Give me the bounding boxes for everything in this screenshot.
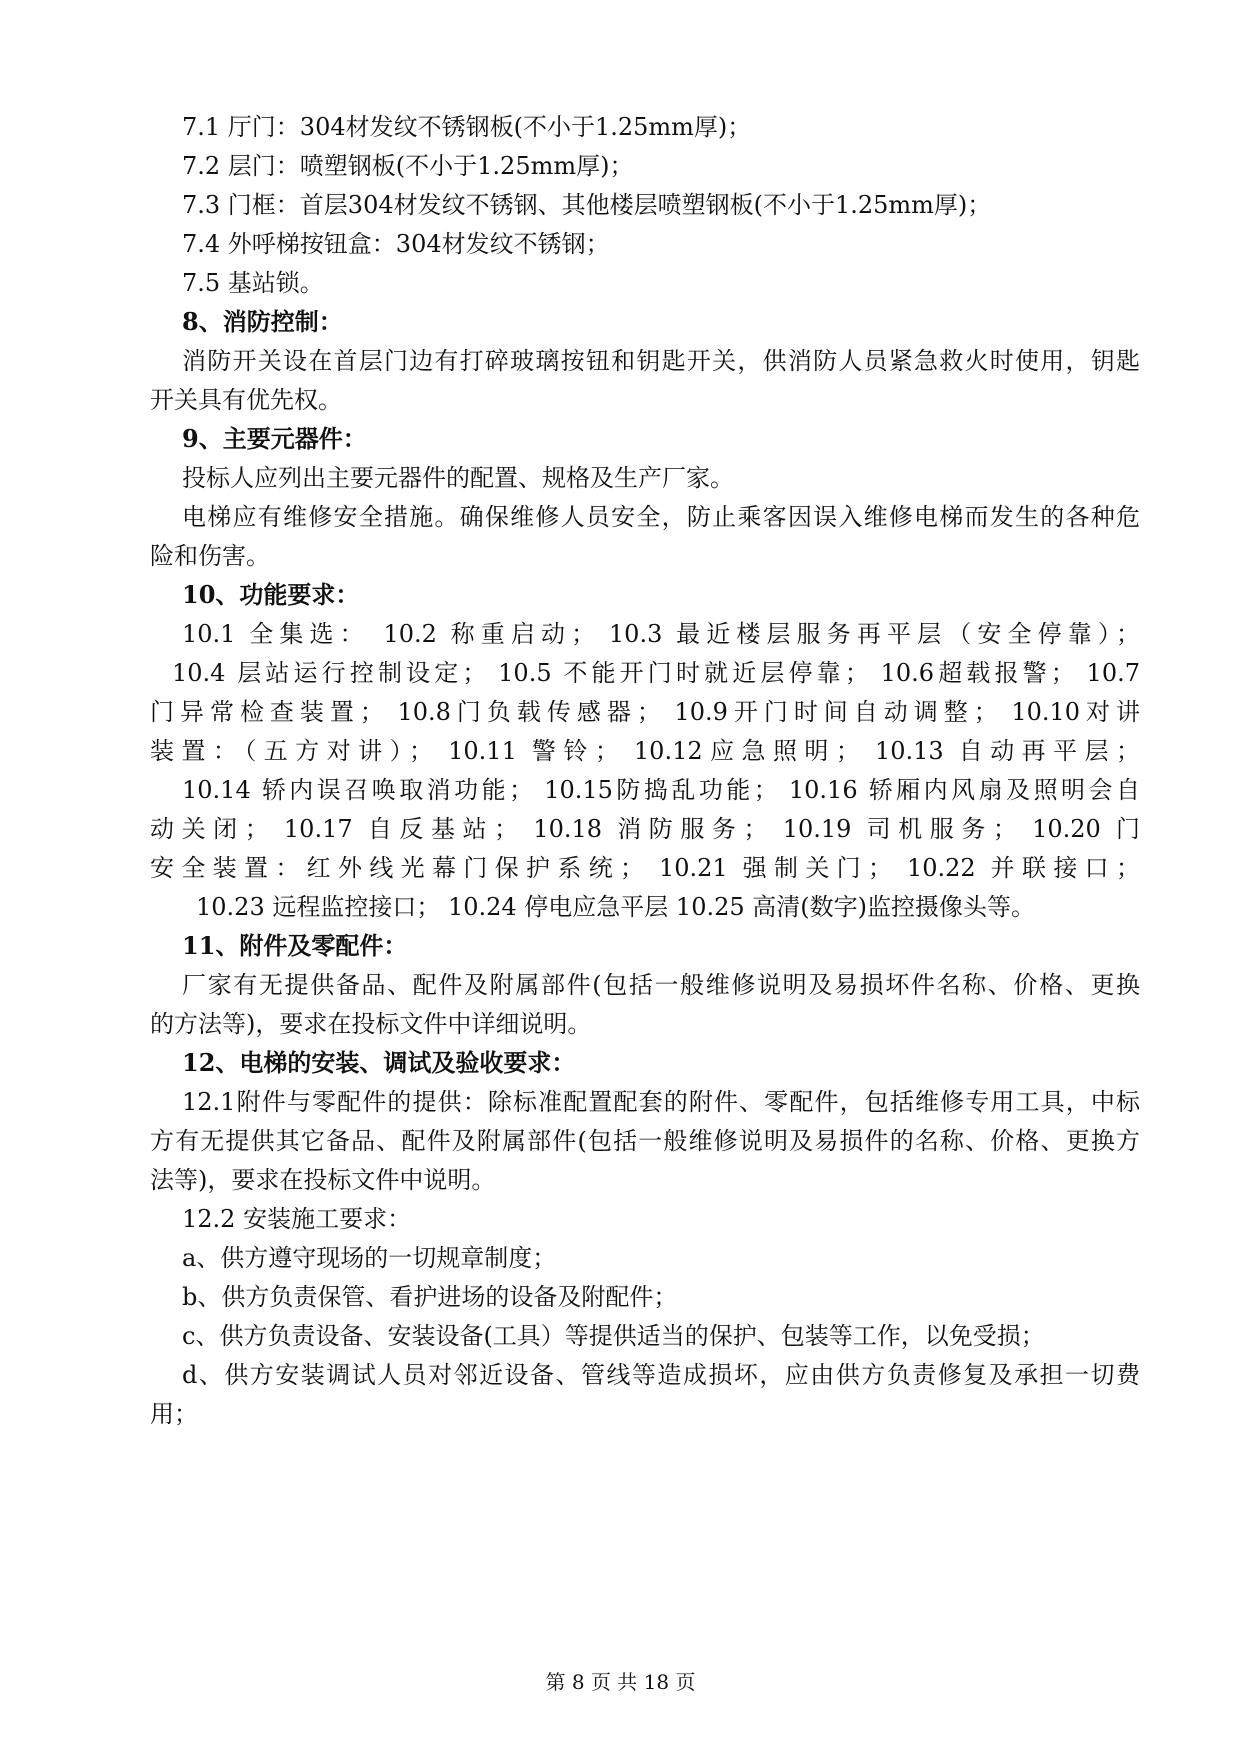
text-line: 用； — [150, 1400, 198, 1428]
text-line: 10.14 轿内误召唤取消功能； 10.15防捣乱功能； 10.16 轿厢内风扇及照明会自 — [182, 776, 1140, 804]
text-line: 门异常检查装置； 10.8门负载传感器； 10.9开门时间自动调整； 10.10对讲 — [150, 698, 1140, 726]
text-line: 开关具有优先权。 — [150, 386, 342, 414]
text-line: 10.4 层站运行控制设定； 10.5 不能开门时就近层停靠； 10.6超载报警； 10.7 — [172, 659, 1140, 687]
text-line: 动关闭； 10.17 自反基站； 10.18 消防服务； 10.19 司机服务； 10.20 门 — [150, 815, 1140, 843]
text-line: 险和伤害。 — [150, 542, 270, 570]
text-line: 方有无提供其它备品、配件及附属部件(包括一般维修说明及易损件的名称、价格、更换方 — [150, 1127, 1140, 1155]
text-line: 7.1 厅门：304材发纹不锈钢板(不小于1.25mm厚)； — [182, 113, 752, 141]
text-line: 7.5 基站锁。 — [182, 269, 324, 297]
section-heading: 11、附件及零配件： — [182, 931, 408, 960]
text-line: 12.2 安装施工要求： — [182, 1205, 412, 1233]
text-line: 安全装置：红外线光幕门保护系统； 10.21 强制关门； 10.22 并联接口； — [150, 854, 1140, 882]
text-line: 法等)，要求在投标文件中说明。 — [150, 1166, 496, 1194]
text-line: 投标人应列出主要元器件的配置、规格及生产厂家。 — [182, 464, 734, 492]
section-heading: 9、主要元器件： — [182, 424, 367, 453]
text-line: 电梯应有维修安全措施。确保维修人员安全，防止乘客因误入维修电梯而发生的各种危 — [182, 503, 1140, 531]
text-line: 装置：（五方对讲）； 10.11 警铃； 10.12应急照明； 10.13 自动再平层； — [150, 737, 1140, 765]
text-line: 消防开关设在首层门边有打碎玻璃按钮和钥匙开关，供消防人员紧急救火时使用，钥匙 — [182, 347, 1140, 375]
section-heading: 10、功能要求： — [182, 580, 360, 609]
text-line: 7.4 外呼梯按钮盒：304材发纹不锈钢； — [182, 230, 610, 258]
text-line: 厂家有无提供备品、配件及附属部件(包括一般维修说明及易损坏件名称、价格、更换 — [182, 971, 1140, 999]
text-line: d、供方安装调试人员对邻近设备、管线等造成损坏，应由供方负责修复及承担一切费 — [182, 1361, 1140, 1389]
text-line: 7.2 层门：喷塑钢板(不小于1.25mm厚)； — [182, 152, 634, 180]
section-heading: 12、电梯的安装、调试及验收要求： — [182, 1048, 576, 1077]
text-line: 7.3 门框：首层304材发纹不锈钢、其他楼层喷塑钢板(不小于1.25mm厚)； — [182, 191, 992, 219]
section-heading: 8、消防控制： — [182, 307, 343, 336]
text-line: c、供方负责设备、安装设备(工具）等提供适当的保护、包装等工作，以免受损； — [182, 1322, 1045, 1350]
text-line: 10.23 远程监控接口； 10.24 停电应急平层 10.25 高清(数字)监控摄像头等。 — [196, 893, 1035, 921]
page-number-footer: 第 8 页 共 18 页 — [545, 1670, 696, 1694]
text-line: 12.1附件与零配件的提供：除标准配置配套的附件、零配件，包括维修专用工具，中标 — [182, 1088, 1140, 1116]
text-line: 的方法等)，要求在投标文件中详细说明。 — [150, 1010, 592, 1038]
text-line: a、供方遵守现场的一切规章制度； — [182, 1244, 557, 1272]
text-line: b、供方负责保管、看护进场的设备及附配件； — [182, 1283, 678, 1311]
text-line: 10.1 全集选： 10.2 称重启动； 10.3 最近楼层服务再平层（安全停靠）； — [182, 620, 1140, 648]
